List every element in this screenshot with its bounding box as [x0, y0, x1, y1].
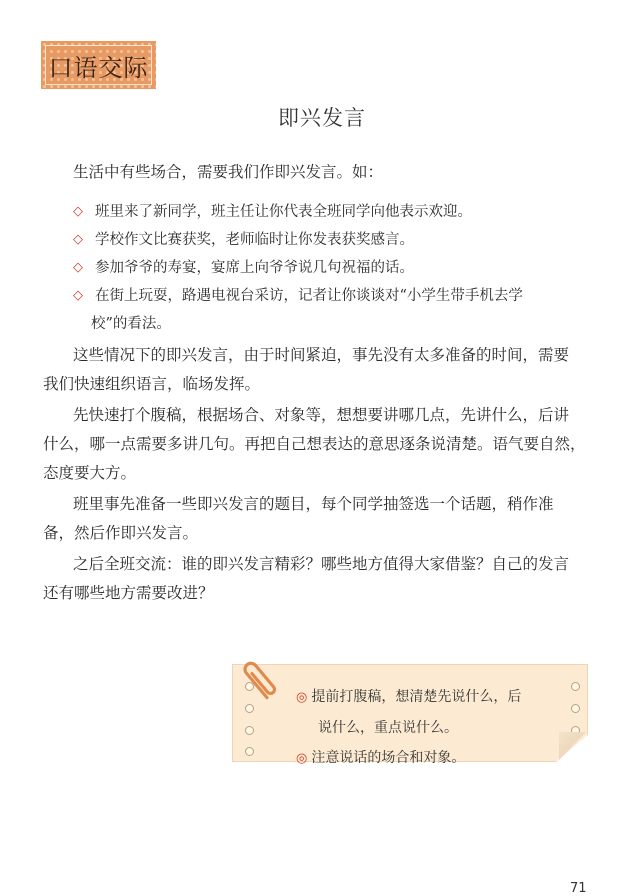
page-title: 即兴发言 — [278, 106, 366, 130]
paragraph: 之后全班交流：谁的即兴发言精彩？哪些地方值得大家借鉴？自己的发言 还有哪些地方需要改进？ — [43, 555, 570, 602]
diamond-bullet-icon: ◇ — [73, 204, 83, 219]
bullseye-bullet-icon: ◎ — [296, 751, 308, 766]
punch-hole-icon — [571, 704, 580, 713]
tips-note — [226, 654, 589, 766]
list-item: ◇ 学校作文比赛获奖，老师临时让你发表获奖感言。 — [73, 226, 603, 254]
list-item-continuation: 校”的看法。 — [91, 316, 171, 332]
tip-item-continuation: 说什么，重点说什么。 — [318, 720, 458, 736]
punch-hole-icon — [571, 682, 580, 691]
list-item: ◇ 在街上玩耍，路遇电视台采访，记者让你谈谈对“小学生带手机去学 — [73, 282, 603, 310]
page-number: 71 — [570, 881, 587, 896]
tip-item: ◎ 注意说话的场合和对象。 — [296, 750, 466, 766]
diamond-bullet-icon: ◇ — [73, 288, 83, 303]
section-banner — [41, 41, 156, 89]
diamond-bullet-icon: ◇ — [73, 232, 83, 247]
section-label: 口语交际 — [48, 54, 149, 82]
punch-hole-icon — [245, 726, 254, 735]
paperclip-icon — [234, 654, 286, 706]
example-list — [73, 198, 603, 338]
bullseye-bullet-icon: ◎ — [296, 690, 308, 705]
tips-list — [296, 682, 566, 774]
paragraph: 班里事先准备一些即兴发言的题目，每个同学抽签选一个话题，稍作准 备，然后作即兴发言。 — [43, 495, 554, 542]
punch-hole-icon — [245, 747, 254, 756]
intro-text: 生活中有些场合，需要我们作即兴发言。如： — [73, 163, 384, 181]
list-item: ◇ 班里来了新同学，班主任让你代表全班同学向他表示欢迎。 — [73, 198, 603, 226]
paragraph: 先快速打个腹稿，根据场合、对象等，想想要讲哪几点，先讲什么，后讲 什么，哪一点需要多讲几句。再把自己想表达的意思逐条说清楚。语气要自然， 态度要大方。 — [43, 406, 586, 482]
diamond-bullet-icon: ◇ — [73, 260, 83, 275]
list-item: ◇ 参加爷爷的寿宴，宴席上向爷爷说几句祝福的话。 — [73, 254, 603, 282]
tip-item: ◎ 提前打腹稿，想清楚先说什么，后 — [296, 689, 522, 705]
paragraph: 这些情况下的即兴发言，由于时间紧迫，事先没有太多准备的时间，需要 我们快速组织语言，临场发挥。 — [43, 346, 570, 393]
body-paragraphs — [43, 341, 603, 608]
